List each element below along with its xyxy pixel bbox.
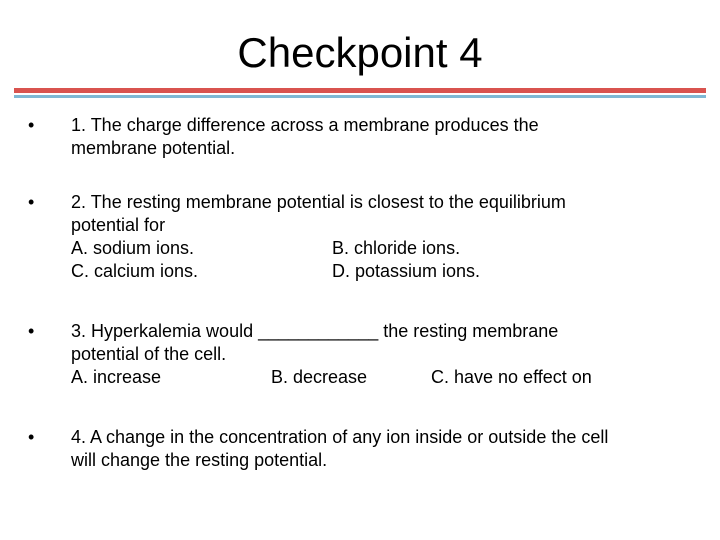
- answer-option-a: A. increase: [71, 367, 162, 387]
- bullet-marker: •: [28, 427, 35, 447]
- bullet-line: membrane potential.: [71, 138, 236, 158]
- bullet-line: 4. A change in the concentration of any ion inside or outside the cell: [71, 427, 609, 447]
- bullet-line: potential for: [71, 215, 166, 235]
- answer-options-row: [71, 260, 566, 283]
- bullet-marker: •: [28, 321, 35, 341]
- answer-option-b: B. chloride ions.: [332, 238, 461, 258]
- answer-option-b: B. decrease: [271, 367, 368, 387]
- answer-option-c: C. calcium ions.: [71, 261, 199, 281]
- title-divider-red: [14, 88, 706, 93]
- title-divider-blue: [14, 95, 706, 98]
- bullet-line: will change the resting potential.: [71, 450, 328, 470]
- answer-option-c: C. have no effect on: [431, 367, 592, 387]
- slide-title: Checkpoint 4: [237, 29, 483, 76]
- bullet-line: 1. The charge difference across a membrane produces the: [71, 115, 539, 135]
- bullet-text: [71, 191, 566, 283]
- bullet-marker: •: [28, 192, 35, 212]
- bullet-text: [71, 320, 592, 389]
- answer-options-row: [71, 237, 566, 260]
- bullet-line: 3. Hyperkalemia would ____________ the resting membrane: [71, 321, 559, 341]
- bullet-text: [71, 114, 539, 160]
- answer-options-row: [71, 366, 592, 389]
- bullet-text: [71, 426, 608, 472]
- answer-option-a: A. sodium ions.: [71, 238, 195, 258]
- bullet-line: potential of the cell.: [71, 344, 227, 364]
- bullet-marker: •: [28, 115, 35, 135]
- bullet-line: 2. The resting membrane potential is closest to the equilibrium: [71, 192, 566, 212]
- answer-option-d: D. potassium ions.: [332, 261, 481, 281]
